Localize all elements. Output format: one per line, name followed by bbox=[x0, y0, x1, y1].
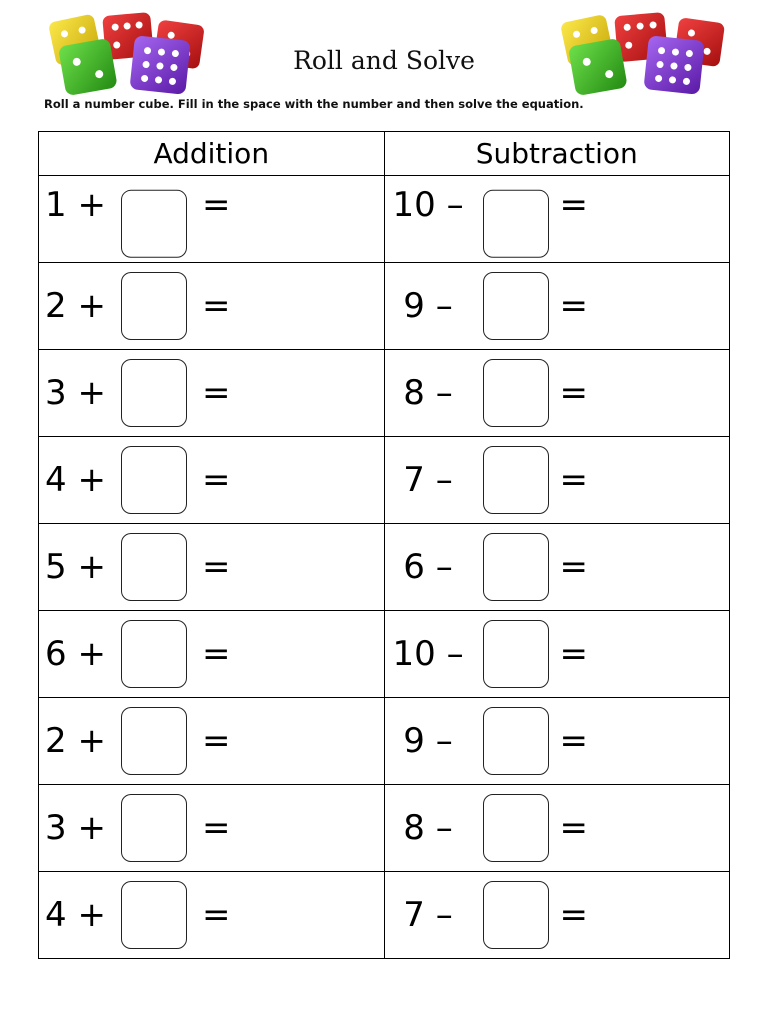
addition-cell bbox=[39, 176, 385, 263]
table-row bbox=[39, 524, 730, 611]
answer-box[interactable] bbox=[121, 446, 187, 514]
addition-cell bbox=[39, 524, 385, 611]
subtraction-problem bbox=[385, 437, 730, 523]
problem-lhs: 4 + bbox=[45, 460, 106, 500]
subtraction-problem bbox=[385, 872, 730, 958]
problem-lhs: 6 – bbox=[392, 547, 453, 587]
problem-lhs: 6 + bbox=[45, 634, 106, 674]
table-row bbox=[39, 350, 730, 437]
equals-sign: = bbox=[202, 547, 231, 587]
table-row bbox=[39, 872, 730, 959]
answer-box[interactable] bbox=[121, 533, 187, 601]
answer-box[interactable] bbox=[121, 881, 187, 949]
answer-box[interactable] bbox=[483, 707, 549, 775]
equals-sign: = bbox=[559, 547, 588, 587]
table-row bbox=[39, 176, 730, 263]
addition-problem bbox=[39, 176, 384, 262]
answer-box[interactable] bbox=[483, 794, 549, 862]
subtraction-cell bbox=[384, 524, 730, 611]
problem-lhs: 3 + bbox=[45, 373, 106, 413]
subtraction-cell bbox=[384, 785, 730, 872]
answer-box[interactable] bbox=[483, 272, 549, 340]
answer-box[interactable] bbox=[483, 359, 549, 427]
addition-cell bbox=[39, 611, 385, 698]
addition-cell bbox=[39, 350, 385, 437]
problem-lhs: 3 + bbox=[45, 808, 106, 848]
addition-cell bbox=[39, 698, 385, 785]
equals-sign: = bbox=[202, 460, 231, 500]
table-row bbox=[39, 698, 730, 785]
problem-lhs: 7 – bbox=[392, 895, 453, 935]
equals-sign: = bbox=[202, 808, 231, 848]
equals-sign: = bbox=[202, 373, 231, 413]
problem-lhs: 1 + bbox=[45, 185, 106, 226]
equals-sign: = bbox=[559, 373, 588, 413]
problem-lhs: 9 – bbox=[392, 286, 453, 326]
worksheet-table bbox=[38, 131, 730, 959]
equals-sign: = bbox=[202, 895, 231, 935]
equals-sign: = bbox=[202, 286, 231, 326]
equals-sign: = bbox=[202, 185, 231, 226]
subtraction-problem bbox=[385, 263, 730, 349]
table-row bbox=[39, 785, 730, 872]
problem-lhs: 7 – bbox=[392, 460, 453, 500]
subtraction-problem bbox=[385, 350, 730, 436]
subtraction-cell bbox=[384, 350, 730, 437]
answer-box[interactable] bbox=[121, 190, 187, 258]
answer-box[interactable] bbox=[121, 272, 187, 340]
answer-box[interactable] bbox=[483, 533, 549, 601]
addition-problem bbox=[39, 524, 384, 610]
equals-sign: = bbox=[559, 460, 588, 500]
problem-lhs: 8 – bbox=[392, 373, 453, 413]
subtraction-problem bbox=[385, 785, 730, 871]
answer-box[interactable] bbox=[483, 620, 549, 688]
equals-sign: = bbox=[202, 721, 231, 761]
problem-lhs: 10 – bbox=[392, 634, 464, 674]
addition-problem bbox=[39, 872, 384, 958]
addition-cell bbox=[39, 263, 385, 350]
equals-sign: = bbox=[559, 721, 588, 761]
instructions-text: Roll a number cube. Fill in the space with the number and then solve the equation. bbox=[44, 97, 584, 111]
answer-box[interactable] bbox=[121, 359, 187, 427]
addition-problem bbox=[39, 350, 384, 436]
table-row bbox=[39, 437, 730, 524]
problem-lhs: 5 + bbox=[45, 547, 106, 587]
problem-lhs: 8 – bbox=[392, 808, 453, 848]
problem-lhs: 2 + bbox=[45, 721, 106, 761]
addition-cell bbox=[39, 872, 385, 959]
subtraction-problem bbox=[385, 611, 730, 697]
addition-problem bbox=[39, 785, 384, 871]
problem-lhs: 10 – bbox=[392, 185, 464, 226]
equals-sign: = bbox=[559, 808, 588, 848]
answer-box[interactable] bbox=[483, 446, 549, 514]
problem-lhs: 2 + bbox=[45, 286, 106, 326]
table-row bbox=[39, 611, 730, 698]
subtraction-cell bbox=[384, 263, 730, 350]
addition-cell bbox=[39, 437, 385, 524]
answer-box[interactable] bbox=[483, 190, 549, 258]
answer-box[interactable] bbox=[121, 620, 187, 688]
addition-problem bbox=[39, 437, 384, 523]
table-row bbox=[39, 263, 730, 350]
equals-sign: = bbox=[559, 634, 588, 674]
subtraction-cell bbox=[384, 437, 730, 524]
answer-box[interactable] bbox=[121, 707, 187, 775]
column-header-addition: Addition bbox=[39, 132, 385, 176]
equals-sign: = bbox=[559, 185, 588, 226]
answer-box[interactable] bbox=[483, 881, 549, 949]
answer-box[interactable] bbox=[121, 794, 187, 862]
subtraction-problem bbox=[385, 524, 730, 610]
column-header-subtraction: Subtraction bbox=[384, 132, 730, 176]
problem-lhs: 9 – bbox=[392, 721, 453, 761]
table-header-row bbox=[39, 132, 730, 176]
page-title: Roll and Solve bbox=[293, 46, 475, 75]
equals-sign: = bbox=[559, 895, 588, 935]
subtraction-cell bbox=[384, 698, 730, 785]
addition-cell bbox=[39, 785, 385, 872]
subtraction-problem bbox=[385, 698, 730, 784]
addition-problem bbox=[39, 263, 384, 349]
subtraction-cell bbox=[384, 176, 730, 263]
subtraction-cell bbox=[384, 611, 730, 698]
equals-sign: = bbox=[559, 286, 588, 326]
subtraction-problem bbox=[385, 176, 730, 262]
problem-lhs: 4 + bbox=[45, 895, 106, 935]
addition-problem bbox=[39, 698, 384, 784]
subtraction-cell bbox=[384, 872, 730, 959]
addition-problem bbox=[39, 611, 384, 697]
equals-sign: = bbox=[202, 634, 231, 674]
